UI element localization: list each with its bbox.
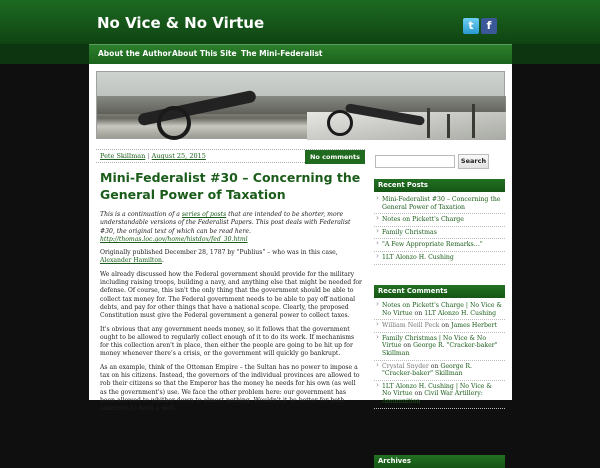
facebook-glyph: f [486, 19, 492, 32]
tree [447, 114, 450, 138]
comment-post-link[interactable]: 1LT Alonzo H. Cushing [424, 309, 497, 317]
post-author-link[interactable]: Pete Skillman [100, 152, 146, 160]
comment-on: on [428, 362, 441, 370]
recent-comments-list [374, 300, 505, 409]
recent-comment-item [374, 320, 505, 333]
post-paragraph: We already discussed how the Federal government should provide for the military including raising troops, building a navy, and anything else that might be needed for defense. Of course, this isn't the only thing that the government should be able to collect tax money for. The Federal government needs to be able to pay off national debts, and pay for other things that have a national scope. Clearly, the proposed Constitution must give the Federal government a general power to collect taxes. [100, 270, 362, 320]
recent-posts-heading: Recent Posts [374, 179, 505, 192]
comment-on: on [412, 390, 425, 398]
comments-badge[interactable]: No comments [305, 150, 365, 164]
post-meta-bar [96, 149, 365, 163]
comment-author: Crystal Snyder [382, 362, 429, 370]
post-meta [100, 152, 206, 160]
nav-item-about-site[interactable]: About This Site [172, 49, 237, 58]
comment-author[interactable]: 1LT Alonzo H. Cushing | No Vice & No Virtue [382, 382, 492, 398]
comment-post-link[interactable]: James Herbert [451, 322, 498, 330]
comment-post-link[interactable]: Civil War Artillery: Ammunition [382, 390, 483, 405]
recent-post-item[interactable]: › Mini-Federalist #30 – Concerning the General Power of Taxation [374, 194, 505, 214]
archives-heading: Archives [374, 455, 505, 468]
comment-author[interactable]: Notes on Pickett's Charge | No Vice & No Virtue [382, 302, 502, 317]
recent-comment-item [374, 333, 505, 361]
twitter-icon[interactable] [463, 18, 479, 34]
original-text-link[interactable]: http://thomas.loc.gov/home/histdox/fed_30.html [100, 235, 248, 243]
post-paragraph: As an example, think of the Ottoman Empire – the Sultan has no power to impose a tax on his citizens. Instead, the governors of the individual provinces are allowed to rob their citizens so that the Emperor has the money he needs for his own (as well as the government's) use. We face the other problem here: our government has been allowed to whither down to almost nothing. Wouldn't it be better for both countries to have a well- [100, 363, 360, 413]
twitter-glyph: t [468, 19, 474, 32]
recent-post-item[interactable]: › "A Few Appropriate Remarks…" [374, 239, 505, 252]
tree [472, 104, 475, 138]
recent-comment-item [374, 381, 505, 409]
comment-on: on [412, 309, 425, 317]
pub-text-a: Originally published December 28, 1787 by "Publius" – who was in this case, [100, 249, 338, 257]
content-wrapper [89, 64, 512, 465]
search-button[interactable]: Search [458, 154, 489, 169]
post-intro [100, 211, 362, 244]
top-band [0, 0, 600, 44]
meta-separator: | [147, 152, 150, 160]
recent-posts-list [374, 194, 505, 265]
recent-comment-item [374, 361, 505, 381]
series-link[interactable]: series of posts [181, 211, 227, 218]
post-pub-line [100, 249, 362, 266]
nav-item-mini-federalist[interactable]: The Mini-Federalist [241, 49, 323, 58]
header-image [96, 71, 505, 139]
recent-post-item[interactable]: › 1LT Alonzo H. Cushing [374, 252, 505, 265]
comment-post-link[interactable]: George R. "Cracker-baker" Skillman [382, 342, 498, 357]
post-paragraph: It's obvious that any government needs money, so it follows that the government ought to be allowed to regularly collect enough of it to do its work. If mechanisms for this collection aren't in place, then either the people are going to be hit up for money whenever there's a crisis, or the government will quickly go bankrupt. [100, 325, 355, 358]
post-title[interactable]: Mini-Federalist #30 – Concerning the General Power of Taxation [100, 170, 361, 202]
comment-author: William Neill Peck [382, 322, 440, 330]
recent-comment-item [374, 300, 505, 320]
recent-comments-heading: Recent Comments [374, 285, 505, 298]
recent-post-item[interactable]: › Notes on Pickett's Charge [374, 214, 505, 227]
intro-text-a: This is a continuation of a [100, 211, 182, 218]
search-input[interactable] [375, 155, 455, 168]
pub-text-b: . [161, 257, 164, 265]
site-title[interactable]: No Vice & No Virtue [97, 14, 265, 32]
comment-on: on [401, 342, 414, 350]
cannon-wheel [157, 106, 191, 140]
hamilton-link[interactable]: Alexander Hamilton [100, 257, 162, 265]
post-date-link[interactable]: August 25, 2015 [151, 152, 206, 160]
comment-on: on [439, 322, 452, 330]
nav-item-about-author[interactable]: About the Author [98, 49, 172, 58]
comment-post-link[interactable]: George R. "Cracker-baker" Skillman [382, 362, 472, 378]
cannon-wheel-2 [327, 110, 353, 136]
post-body [100, 211, 362, 419]
comment-author[interactable]: Family Christmas | No Vice & No Virtue [382, 334, 487, 350]
intro-text-b: that are intended to be shorter, more understandable versions of the Federalist Papers. This post deals with Federalist #30, the original text of which can be read here. [100, 211, 351, 235]
main-nav [89, 44, 512, 64]
recent-post-item[interactable]: › Family Christmas [374, 227, 505, 240]
facebook-icon[interactable] [481, 18, 497, 34]
tree [427, 108, 430, 138]
